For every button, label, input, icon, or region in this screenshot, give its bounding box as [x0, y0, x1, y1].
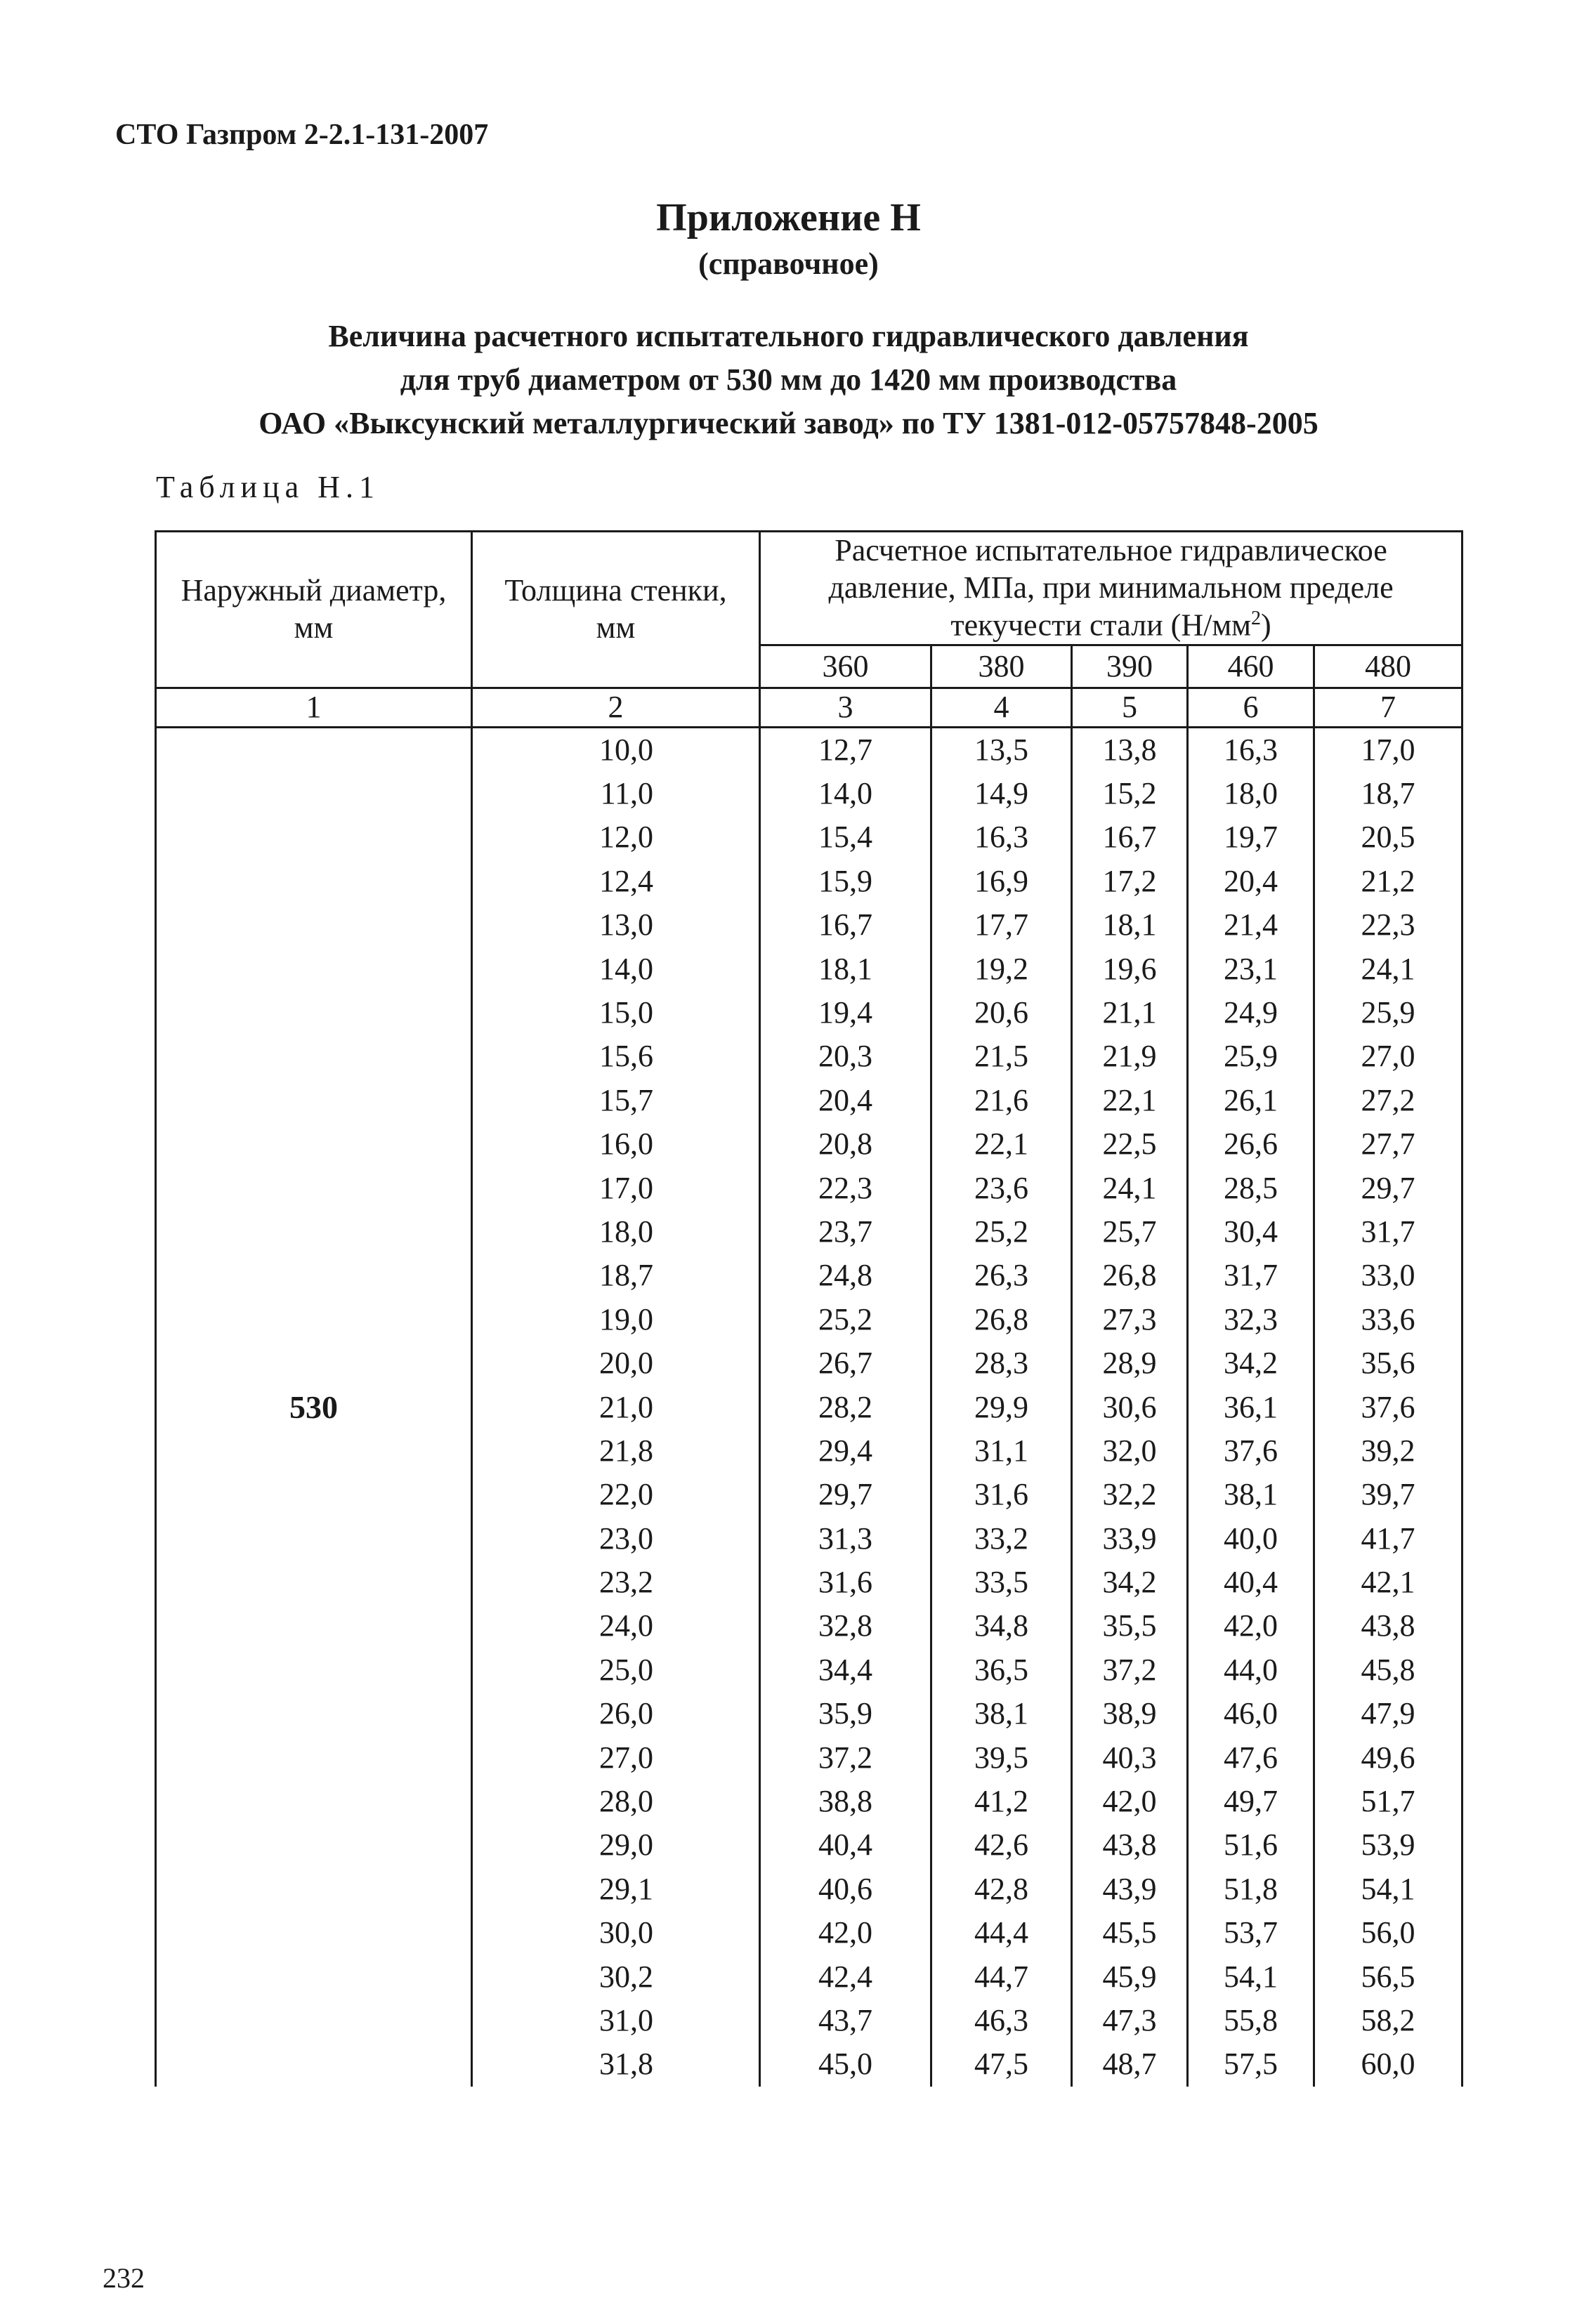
pressure-cell: 54,1	[1314, 1867, 1463, 1911]
pressure-cell: 40,3	[1072, 1736, 1188, 1780]
pressure-cell: 24,1	[1314, 947, 1463, 991]
pressure-cell: 20,8	[760, 1122, 931, 1166]
pressure-cell: 26,7	[760, 1341, 931, 1385]
thickness-cell: 12,4	[472, 860, 760, 903]
superscript-two: 2	[1251, 607, 1262, 629]
thickness-cell: 15,7	[472, 1079, 760, 1122]
pressure-cell: 29,4	[760, 1429, 931, 1473]
header-row	[156, 532, 1463, 645]
thickness-cell: 21,0	[472, 1386, 760, 1429]
pressure-cell: 40,6	[760, 1867, 931, 1911]
pressure-cell: 26,8	[931, 1298, 1072, 1341]
pressure-cell: 17,0	[1314, 727, 1463, 772]
pressure-cell: 32,0	[1072, 1429, 1188, 1473]
header-pressure-line-2: давление, МПа, при минимальном пределе	[828, 570, 1394, 605]
thickness-cell: 26,0	[472, 1692, 760, 1735]
pressure-cell: 25,2	[760, 1298, 931, 1341]
pressure-cell: 33,0	[1314, 1254, 1463, 1298]
thickness-cell: 24,0	[472, 1605, 760, 1648]
thickness-cell: 30,0	[472, 1911, 760, 1955]
pressure-cell: 21,5	[931, 1035, 1072, 1079]
pressure-cell: 34,4	[760, 1648, 931, 1692]
thickness-cell: 12,0	[472, 816, 760, 860]
pressure-cell: 53,9	[1314, 1824, 1463, 1867]
pressure-cell: 32,2	[1072, 1473, 1188, 1516]
pressure-cell: 54,1	[1188, 1955, 1314, 1999]
thickness-cell: 14,0	[472, 947, 760, 991]
pressure-cell: 18,1	[1072, 903, 1188, 947]
pressure-cell: 31,7	[1188, 1254, 1314, 1298]
pressure-table	[155, 530, 1463, 2087]
pressure-cell: 34,2	[1188, 1341, 1314, 1385]
header-diameter-line-1: Наружный диаметр,	[181, 573, 447, 608]
thickness-cell: 23,0	[472, 1517, 760, 1561]
pressure-cell: 31,6	[931, 1473, 1072, 1516]
diameter-cell: 530	[156, 727, 472, 2087]
thickness-cell: 15,6	[472, 1035, 760, 1079]
pressure-cell: 22,3	[1314, 903, 1463, 947]
pressure-cell: 29,7	[1314, 1167, 1463, 1210]
pressure-cell: 20,6	[931, 991, 1072, 1035]
pressure-cell: 33,5	[931, 1561, 1072, 1604]
pressure-cell: 47,6	[1188, 1736, 1314, 1780]
pressure-cell: 13,5	[931, 727, 1072, 772]
pressure-cell: 25,9	[1188, 1035, 1314, 1079]
pressure-cell: 35,5	[1072, 1605, 1188, 1648]
pressure-cell: 55,8	[1188, 1999, 1314, 2042]
pressure-cell: 32,8	[760, 1605, 931, 1648]
header-thickness-line-2: мм	[596, 610, 636, 645]
header-pressure-line-1: Расчетное испытательное гидравлическое	[835, 533, 1387, 567]
pressure-cell: 56,0	[1314, 1911, 1463, 1955]
pressure-cell: 35,6	[1314, 1341, 1463, 1385]
pressure-cell: 30,6	[1072, 1386, 1188, 1429]
pressure-cell: 42,1	[1314, 1561, 1463, 1604]
header-thickness	[472, 532, 760, 688]
pressure-cell: 39,5	[931, 1736, 1072, 1780]
pressure-cell: 15,9	[760, 860, 931, 903]
yield-360: 360	[760, 645, 931, 688]
pressure-cell: 43,9	[1072, 1867, 1188, 1911]
pressure-cell: 26,3	[931, 1254, 1072, 1298]
pressure-cell: 16,7	[1072, 816, 1188, 860]
pressure-cell: 16,7	[760, 903, 931, 947]
pressure-cell: 37,6	[1314, 1386, 1463, 1429]
pressure-cell: 28,2	[760, 1386, 931, 1429]
pressure-cell: 42,0	[1072, 1780, 1188, 1823]
pressure-cell: 47,5	[931, 2043, 1072, 2087]
pressure-cell: 51,8	[1188, 1867, 1314, 1911]
pressure-cell: 23,1	[1188, 947, 1314, 991]
yield-460: 460	[1188, 645, 1314, 688]
pressure-cell: 23,7	[760, 1210, 931, 1254]
pressure-cell: 49,6	[1314, 1736, 1463, 1780]
pressure-cell: 26,6	[1188, 1122, 1314, 1166]
thickness-cell: 18,7	[472, 1254, 760, 1298]
pressure-cell: 16,3	[931, 816, 1072, 860]
header-diameter	[156, 532, 472, 688]
pressure-cell: 19,2	[931, 947, 1072, 991]
pressure-cell: 37,2	[1072, 1648, 1188, 1692]
pressure-cell: 45,9	[1072, 1955, 1188, 1999]
pressure-cell: 33,6	[1314, 1298, 1463, 1341]
pressure-cell: 46,0	[1188, 1692, 1314, 1735]
pressure-cell: 25,2	[931, 1210, 1072, 1254]
pressure-cell: 56,5	[1314, 1955, 1463, 1999]
column-number: 3	[760, 688, 931, 728]
pressure-cell: 46,3	[931, 1999, 1072, 2042]
pressure-cell: 43,7	[760, 1999, 931, 2042]
pressure-cell: 38,1	[931, 1692, 1072, 1735]
appendix-title: Приложение Н	[656, 196, 921, 239]
pressure-cell: 31,7	[1314, 1210, 1463, 1254]
pressure-cell: 42,0	[1188, 1605, 1314, 1648]
pressure-cell: 29,7	[760, 1473, 931, 1516]
thickness-cell: 31,8	[472, 2043, 760, 2087]
pressure-cell: 28,3	[931, 1341, 1072, 1385]
pressure-cell: 43,8	[1072, 1824, 1188, 1867]
pressure-cell: 18,7	[1314, 772, 1463, 815]
pressure-cell: 13,8	[1072, 727, 1188, 772]
pressure-cell: 58,2	[1314, 1999, 1463, 2042]
table-heading	[0, 315, 1577, 445]
pressure-cell: 27,3	[1072, 1298, 1188, 1341]
thickness-cell: 15,0	[472, 991, 760, 1035]
page-number: 232	[103, 2262, 145, 2294]
thickness-cell: 27,0	[472, 1736, 760, 1780]
pressure-cell: 15,4	[760, 816, 931, 860]
pressure-cell: 43,8	[1314, 1605, 1463, 1648]
pressure-cell: 20,4	[760, 1079, 931, 1122]
pressure-cell: 22,1	[931, 1122, 1072, 1166]
pressure-cell: 49,7	[1188, 1780, 1314, 1823]
pressure-cell: 21,4	[1188, 903, 1314, 947]
pressure-cell: 34,2	[1072, 1561, 1188, 1604]
pressure-cell: 12,7	[760, 727, 931, 772]
pressure-cell: 42,6	[931, 1824, 1072, 1867]
heading-line-2: для труб диаметром от 530 мм до 1420 мм производства	[400, 362, 1177, 397]
pressure-cell: 22,3	[760, 1167, 931, 1210]
pressure-cell: 15,2	[1072, 772, 1188, 815]
pressure-cell: 51,6	[1188, 1824, 1314, 1867]
pressure-cell: 24,9	[1188, 991, 1314, 1035]
pressure-cell: 40,4	[760, 1824, 931, 1867]
header-pressure	[760, 532, 1463, 645]
pressure-cell: 41,7	[1314, 1517, 1463, 1561]
pressure-cell: 60,0	[1314, 2043, 1463, 2087]
column-number: 4	[931, 688, 1072, 728]
table-body	[156, 532, 1463, 2087]
yield-390: 390	[1072, 645, 1188, 688]
header-thickness-line-1: Толщина стенки,	[504, 573, 727, 608]
pressure-cell: 21,6	[931, 1079, 1072, 1122]
yield-480: 480	[1314, 645, 1463, 688]
pressure-cell: 36,1	[1188, 1386, 1314, 1429]
pressure-cell: 51,7	[1314, 1780, 1463, 1823]
thickness-cell: 20,0	[472, 1341, 760, 1385]
pressure-cell: 16,9	[931, 860, 1072, 903]
pressure-cell: 21,1	[1072, 991, 1188, 1035]
pressure-cell: 14,0	[760, 772, 931, 815]
thickness-cell: 16,0	[472, 1122, 760, 1166]
pressure-cell: 31,3	[760, 1517, 931, 1561]
pressure-cell: 33,9	[1072, 1517, 1188, 1561]
document-code: СТО Газпром 2-2.1-131-2007	[115, 119, 489, 151]
pressure-cell: 38,1	[1188, 1473, 1314, 1516]
pressure-cell: 42,8	[931, 1867, 1072, 1911]
header-pressure-line-3: текучести стали (Н/мм	[950, 608, 1252, 643]
pressure-cell: 18,0	[1188, 772, 1314, 815]
pressure-cell: 33,2	[931, 1517, 1072, 1561]
pressure-cell: 18,1	[760, 947, 931, 991]
pressure-cell: 45,0	[760, 2043, 931, 2087]
pressure-cell: 24,8	[760, 1254, 931, 1298]
thickness-cell: 29,1	[472, 1867, 760, 1911]
thickness-cell: 28,0	[472, 1780, 760, 1823]
pressure-cell: 37,2	[760, 1736, 931, 1780]
pressure-cell: 22,5	[1072, 1122, 1188, 1166]
thickness-cell: 13,0	[472, 903, 760, 947]
pressure-cell: 32,3	[1188, 1298, 1314, 1341]
pressure-cell: 39,2	[1314, 1429, 1463, 1473]
pressure-cell: 47,9	[1314, 1692, 1463, 1735]
pressure-cell: 27,2	[1314, 1079, 1463, 1122]
heading-line-3: ОАО «Выксунский металлургический завод» по ТУ 1381-012-05757848-2005	[259, 406, 1318, 440]
thickness-cell: 21,8	[472, 1429, 760, 1473]
pressure-cell: 42,0	[760, 1911, 931, 1955]
pressure-cell: 20,3	[760, 1035, 931, 1079]
pressure-cell: 44,7	[931, 1955, 1072, 1999]
pressure-cell: 21,9	[1072, 1035, 1188, 1079]
pressure-cell: 53,7	[1188, 1911, 1314, 1955]
closing-paren: )	[1261, 608, 1271, 643]
pressure-cell: 30,4	[1188, 1210, 1314, 1254]
pressure-cell: 17,2	[1072, 860, 1188, 903]
pressure-cell: 22,1	[1072, 1079, 1188, 1122]
column-number: 2	[472, 688, 760, 728]
thickness-cell: 31,0	[472, 1999, 760, 2042]
pressure-cell: 31,6	[760, 1561, 931, 1604]
column-number: 5	[1072, 688, 1188, 728]
pressure-cell: 57,5	[1188, 2043, 1314, 2087]
pressure-cell: 41,2	[931, 1780, 1072, 1823]
thickness-cell: 29,0	[472, 1824, 760, 1867]
pressure-cell: 40,0	[1188, 1517, 1314, 1561]
pressure-cell: 24,1	[1072, 1167, 1188, 1210]
thickness-cell: 30,2	[472, 1955, 760, 1999]
pressure-cell: 37,6	[1188, 1429, 1314, 1473]
pressure-cell: 26,1	[1188, 1079, 1314, 1122]
thickness-cell: 23,2	[472, 1561, 760, 1604]
pressure-cell: 35,9	[760, 1692, 931, 1735]
thickness-cell: 25,0	[472, 1648, 760, 1692]
pressure-cell: 31,1	[931, 1429, 1072, 1473]
column-number-row	[156, 688, 1463, 728]
pressure-cell: 45,5	[1072, 1911, 1188, 1955]
pressure-cell: 38,9	[1072, 1692, 1188, 1735]
thickness-cell: 18,0	[472, 1210, 760, 1254]
pressure-cell: 20,5	[1314, 816, 1463, 860]
pressure-cell: 26,8	[1072, 1254, 1188, 1298]
pressure-cell: 45,8	[1314, 1648, 1463, 1692]
pressure-cell: 38,8	[760, 1780, 931, 1823]
pressure-cell: 34,8	[931, 1605, 1072, 1648]
thickness-cell: 10,0	[472, 727, 760, 772]
pressure-cell: 25,9	[1314, 991, 1463, 1035]
pressure-cell: 14,9	[931, 772, 1072, 815]
pressure-cell: 17,7	[931, 903, 1072, 947]
pressure-cell: 19,6	[1072, 947, 1188, 991]
pressure-cell: 48,7	[1072, 2043, 1188, 2087]
thickness-cell: 11,0	[472, 772, 760, 815]
pressure-cell: 21,2	[1314, 860, 1463, 903]
table-label: Таблица Н.1	[156, 470, 380, 504]
column-number: 7	[1314, 688, 1463, 728]
thickness-cell: 22,0	[472, 1473, 760, 1516]
pressure-cell: 19,7	[1188, 816, 1314, 860]
appendix-subtitle: (справочное)	[698, 247, 879, 281]
pressure-cell: 25,7	[1072, 1210, 1188, 1254]
pressure-cell: 40,4	[1188, 1561, 1314, 1604]
pressure-cell: 44,0	[1188, 1648, 1314, 1692]
pressure-cell: 47,3	[1072, 1999, 1188, 2042]
pressure-cell: 36,5	[931, 1648, 1072, 1692]
pressure-cell: 44,4	[931, 1911, 1072, 1955]
thickness-cell: 19,0	[472, 1298, 760, 1341]
pressure-cell: 19,4	[760, 991, 931, 1035]
pressure-cell: 27,7	[1314, 1122, 1463, 1166]
table-row	[156, 727, 1463, 772]
pressure-cell: 42,4	[760, 1955, 931, 1999]
header-diameter-line-2: мм	[294, 610, 334, 645]
pressure-cell: 28,5	[1188, 1167, 1314, 1210]
heading-line-1: Величина расчетного испытательного гидравлического давления	[328, 319, 1249, 353]
pressure-cell: 28,9	[1072, 1341, 1188, 1385]
pressure-cell: 16,3	[1188, 727, 1314, 772]
pressure-cell: 39,7	[1314, 1473, 1463, 1516]
thickness-cell: 17,0	[472, 1167, 760, 1210]
pressure-cell: 23,6	[931, 1167, 1072, 1210]
pressure-cell: 29,9	[931, 1386, 1072, 1429]
yield-380: 380	[931, 645, 1072, 688]
column-number: 1	[156, 688, 472, 728]
pressure-cell: 20,4	[1188, 860, 1314, 903]
pressure-cell: 27,0	[1314, 1035, 1463, 1079]
column-number: 6	[1188, 688, 1314, 728]
